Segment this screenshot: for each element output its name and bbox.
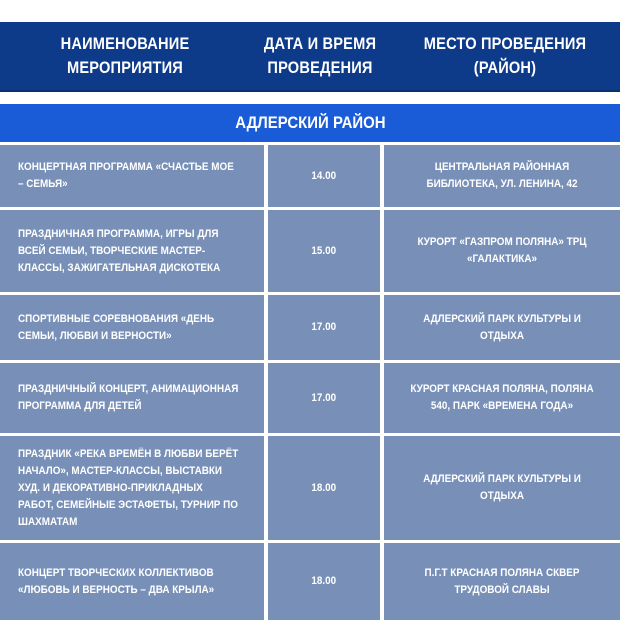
event-time-cell bbox=[268, 363, 380, 433]
event-name-cell bbox=[0, 436, 264, 540]
event-time: 18.00 bbox=[311, 575, 337, 587]
event-name-cell bbox=[0, 210, 264, 292]
event-name: ПРАЗДНИЧНАЯ ПРОГРАММА, ИГРЫ ДЛЯ ВСЕЙ СЕМЬИ, ТВОРЧЕСКИЕ МАСТЕР-КЛАССЫ, ЗАЖИГАТЕЛЬНАЯ ДИСКОТЕКА bbox=[18, 227, 221, 274]
event-name: КОНЦЕРТНАЯ ПРОГРАММА «СЧАСТЬЕ МОЕ – СЕМЬЯ» bbox=[18, 161, 234, 190]
table-row bbox=[0, 145, 620, 207]
event-name-cell bbox=[0, 145, 264, 207]
event-place: АДЛЕРСКИЙ ПАРК КУЛЬТУРЫ И ОТДЫХА bbox=[423, 473, 581, 502]
event-place: П.Г.Т КРАСНАЯ ПОЛЯНА СКВЕР ТРУДОВОЙ СЛАВЫ bbox=[424, 566, 580, 596]
header-date-time: ДАТА И ВРЕМЯ ПРОВЕДЕНИЯ bbox=[263, 34, 377, 77]
event-name: КОНЦЕРТ ТВОРЧЕСКИХ КОЛЛЕКТИВОВ «ЛЮБОВЬ И ВЕРНОСТЬ – ДВА КРЫЛА» bbox=[18, 566, 215, 596]
event-name: СПОРТИВНЫЕ СОРЕВНОВАНИЯ «ДЕНЬ СЕМЬИ, ЛЮБВИ И ВЕРНОСТИ» bbox=[18, 312, 215, 342]
header-venue: МЕСТО ПРОВЕДЕНИЯ (РАЙОН) bbox=[423, 34, 587, 77]
event-time-cell bbox=[268, 436, 380, 540]
event-place: ЦЕНТРАЛЬНАЯ РАЙОННАЯ БИБЛИОТЕКА, УЛ. ЛЕНИНА, 42 bbox=[426, 161, 578, 190]
table-row bbox=[0, 363, 620, 433]
event-name-cell bbox=[0, 363, 264, 433]
event-name: ПРАЗДНИК «РЕКА ВРЕМЁН В ЛЮБВИ БЕРЁТ НАЧАЛО», МАСТЕР-КЛАССЫ, ВЫСТАВКИ ХУД. И ДЕКОРАТИВНО-ПРИКЛАДНЫХ РАБОТ, СЕМЕЙНЫЕ ЭСТАФЕТЫ, ТУРНИР ПО ШАХМАТАМ bbox=[18, 447, 239, 528]
district-title-text: АДЛЕРСКИЙ РАЙОН bbox=[234, 113, 386, 132]
table-header bbox=[0, 22, 620, 92]
event-place-cell bbox=[384, 436, 620, 540]
event-time: 17.00 bbox=[311, 391, 337, 404]
event-name-cell bbox=[0, 295, 264, 360]
event-place-cell bbox=[384, 210, 620, 292]
event-time-cell bbox=[268, 210, 380, 292]
event-time-cell bbox=[268, 295, 380, 360]
event-name-cell bbox=[0, 543, 264, 620]
event-name: ПРАЗДНИЧНЫЙ КОНЦЕРТ, АНИМАЦИОННАЯ ПРОГРАММА ДЛЯ ДЕТЕЙ bbox=[18, 383, 239, 412]
top-strip bbox=[0, 0, 620, 22]
table-row bbox=[0, 436, 620, 540]
event-time-cell bbox=[268, 543, 380, 620]
header-gap bbox=[0, 92, 620, 104]
district-title bbox=[0, 104, 620, 142]
event-place-cell bbox=[384, 543, 620, 620]
events-table bbox=[0, 145, 620, 620]
event-place: АДЛЕРСКИЙ ПАРК КУЛЬТУРЫ И ОТДЫХА bbox=[423, 312, 581, 342]
event-time: 17.00 bbox=[311, 321, 337, 333]
table-row bbox=[0, 210, 620, 292]
header-event-name: НАИМЕНОВАНИЕ МЕРОПРИЯТИЯ bbox=[60, 34, 190, 77]
event-place: КУРОРТ КРАСНАЯ ПОЛЯНА, ПОЛЯНА 540, ПАРК «ВРЕМЕНА ГОДА» bbox=[410, 383, 594, 412]
event-time: 15.00 bbox=[311, 244, 337, 257]
event-place-cell bbox=[384, 295, 620, 360]
event-place: КУРОРТ «ГАЗПРОМ ПОЛЯНА» ТРЦ «ГАЛАКТИКА» bbox=[417, 236, 587, 265]
table-row bbox=[0, 295, 620, 360]
event-place-cell bbox=[384, 363, 620, 433]
event-time-cell bbox=[268, 145, 380, 207]
event-time: 18.00 bbox=[311, 481, 337, 494]
event-place-cell bbox=[384, 145, 620, 207]
event-time: 14.00 bbox=[311, 169, 337, 182]
table-row bbox=[0, 543, 620, 620]
